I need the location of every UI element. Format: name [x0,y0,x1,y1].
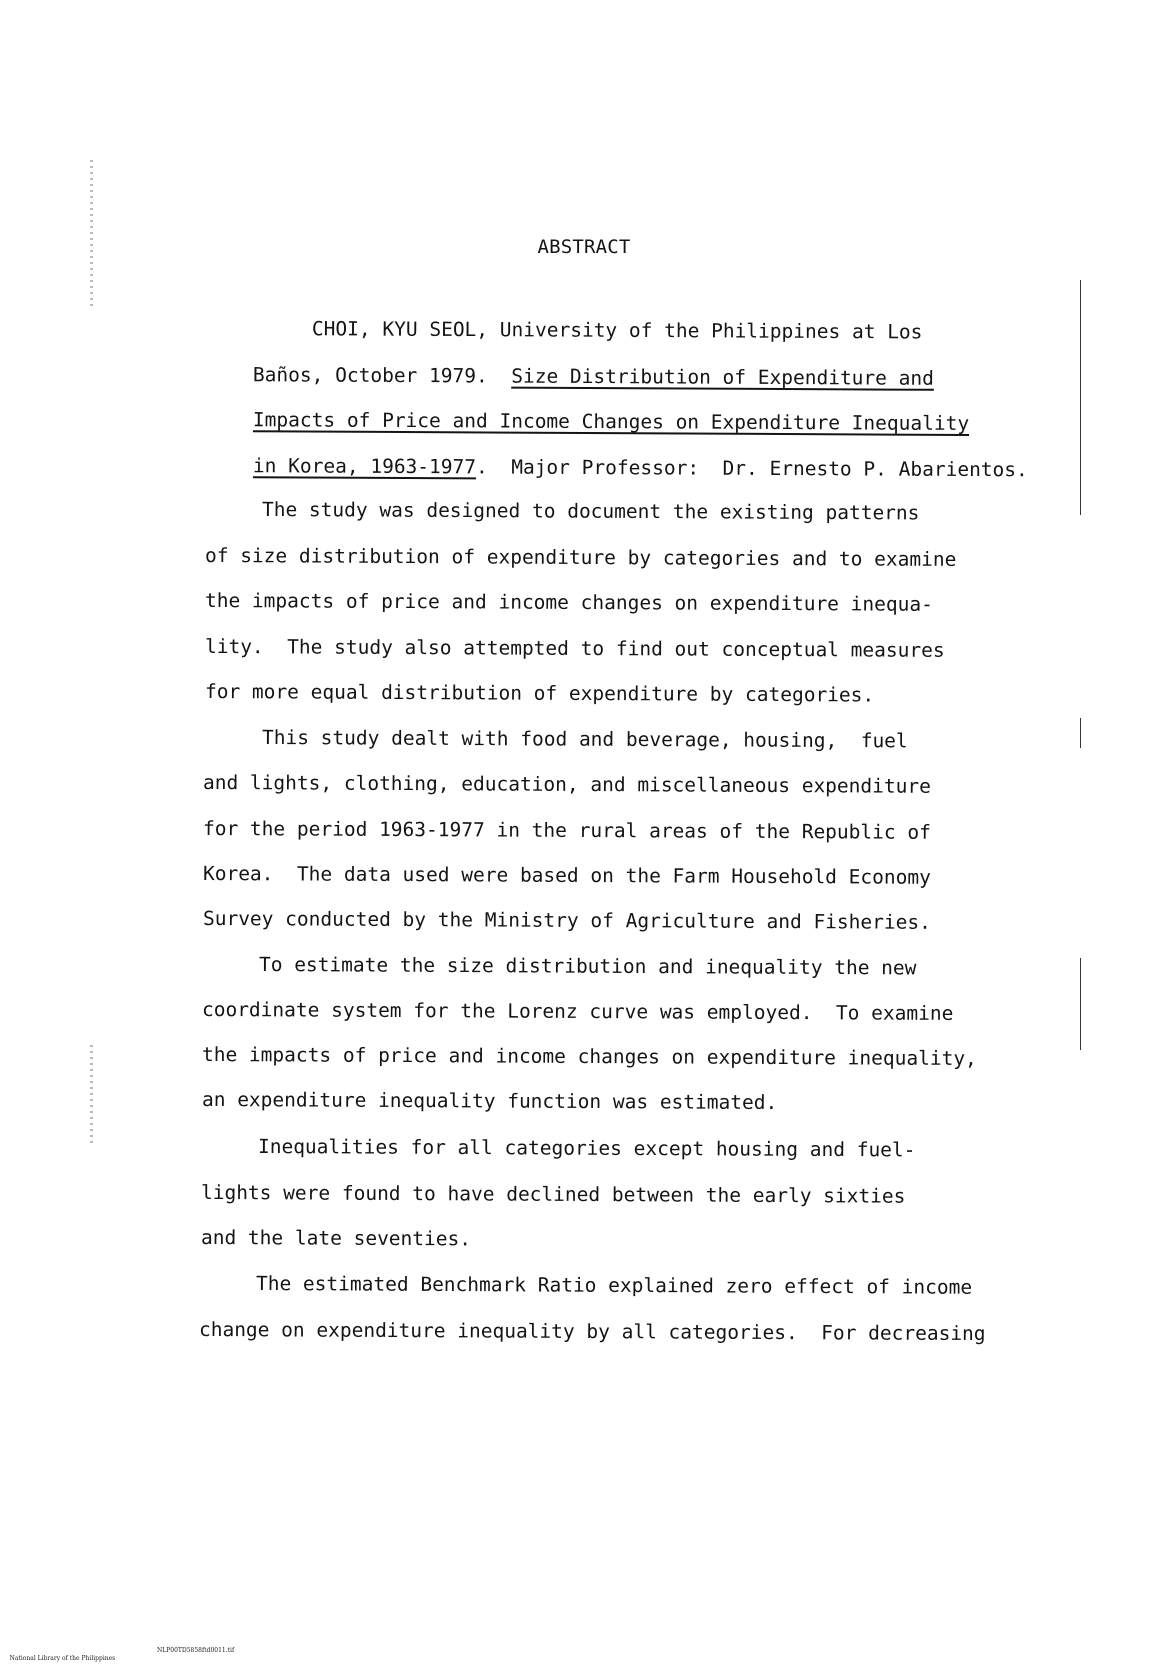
text-line: coordinate system for the Lorenz curve was employed. To examine [201,998,954,1025]
text-line: The estimated Benchmark Ratio explained zero effect of income [255,1272,973,1299]
text-line: To estimate the size distribution and inequality the new [258,953,917,980]
abstract-heading: ABSTRACT [537,236,631,258]
text-line: for more equal distribution of expenditure by categories. [204,680,875,707]
scan-footer [2,1647,235,1679]
citation-line-4 [206,430,1028,506]
text-line: of size distribution of expenditure by categories and to examine [204,544,957,571]
citation-author-text: CHOI, KYU SEOL, University of the Philippines at Los [311,317,923,344]
scan-speckle [90,1045,93,1145]
text-line: for the period 1963-1977 in the rural areas of the Republic of [202,817,931,844]
text-line: Korea. The data used were based on the Farm Household Economy [202,862,931,889]
scan-edge-mark [1080,958,1081,1050]
text-line: the impacts of price and income changes on expenditure inequa- [204,589,933,616]
text-line: lights were found to have declined between the early sixties [200,1181,906,1208]
text-line: This study dealt with food and beverage, housing, fuel [261,726,908,753]
text-line: The study was designed to document the existing patterns [261,498,920,525]
text-line: Inequalities for all categories except housing and fuel- [257,1135,916,1162]
text-line: and lights, clothing, education, and miscellaneous expenditure [202,771,931,798]
footer-library-label: National Library of the Philippines [9,1655,116,1662]
text-line: Survey conducted by the Ministry of Agriculture and Fisheries. [202,907,931,934]
thesis-title-part-3: in Korea, 1963-1977 [252,454,477,479]
thesis-title-part-2: Impacts of Price and Income Changes on Expenditure Inequality [252,408,970,435]
scan-edge-mark [1080,718,1081,748]
text-line: lity. The study also attempted to find out conceptual measures [204,635,945,662]
text-line: the impacts of price and income changes on expenditure inequality, [201,1043,977,1071]
major-professor-text: . Major Professor: Dr. Ernesto P. Abarientos. [475,455,1028,482]
text-line: an expenditure inequality function was estimated. [201,1088,778,1115]
thesis-title-part-1: Size Distribution of Expenditure and [511,364,934,390]
text-line: and the late seventies. [200,1226,472,1251]
footer-file-name: NLP00TD5858ftd0011.tif [157,1647,235,1654]
text-line: change on expenditure inequality by all categories. For decreasing [198,1318,986,1346]
citation-date-text: Baños, October 1979. [252,363,488,388]
scan-speckle [90,160,93,310]
scan-edge-mark [1080,280,1081,515]
